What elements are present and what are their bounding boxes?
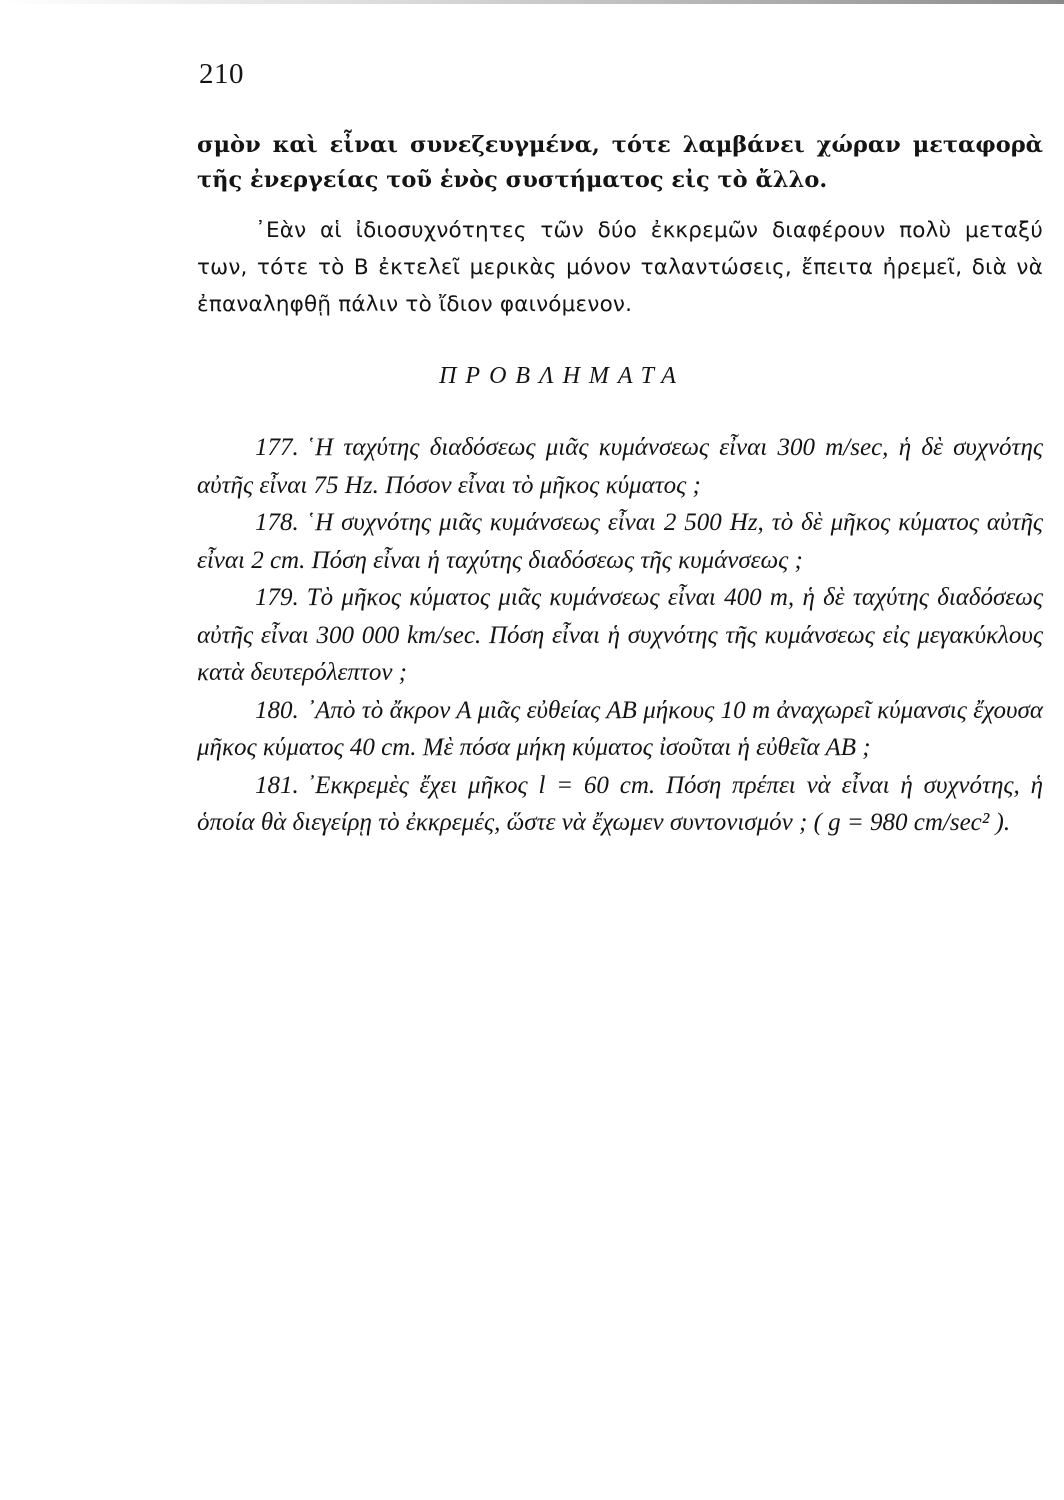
problem-number: 177.: [255, 434, 299, 461]
problem-number: 179.: [255, 584, 299, 611]
problem-item: [197, 692, 1043, 767]
problem-item: [197, 429, 1043, 504]
problem-item: [197, 504, 1043, 579]
section-heading: ΠΡΟΒΛΗΜΑΤΑ: [439, 363, 685, 389]
problem-text: ᾿Εκκρεμὲς ἔχει μῆκος l = 60 cm. Πόση πρέπει νὰ εἶναι ἡ συχνότης, ἡ ὁποία θὰ διεγείρῃ τὸ ἐκκρεμές, ὥστε νὰ ἔχωμεν συντονισμόν ; ( g = 980 cm/sec² ).: [197, 771, 1043, 836]
page-number: 210: [199, 58, 244, 90]
problem-list: [197, 429, 1043, 842]
problem-text: Τὸ μῆκος κύματος μιᾶς κυμάνσεως εἶναι 400 m, ἡ δὲ ταχύτης διαδόσεως αὐτῆς εἶναι 300 000 km/sec. Πόση εἶναι ἡ συχνότης τῆς κυμάνσεως εἰς μεγακύκλους κατὰ δευτερόλεπτον ;: [197, 584, 1043, 686]
body-paragraph: ᾿Εὰν αἱ ἰδιοσυχνότητες τῶν δύο ἐκκρεμῶν διαφέρουν πολὺ μεταξύ των, τότε τὸ Β ἐκτελεῖ μερικὰς μόνον ταλαντώσεις, ἔπειτα ἠρεμεῖ, διὰ νὰ ἐπαναληφθῇ πάλιν τὸ ἴδιον φαινόμενον.: [197, 218, 1043, 317]
problem-text: ῾Η ταχύτης διαδόσεως μιᾶς κυμάνσεως εἶναι 300 m/sec, ἡ δὲ συχνότης αὐτῆς εἶναι 75 Hz. Πόσον εἶναι τὸ μῆκος κύματος ;: [197, 434, 1043, 499]
scan-top-border: [0, 0, 1064, 4]
problem-number: 180.: [255, 696, 299, 724]
problem-number: 181.: [255, 771, 299, 799]
problem-item: [197, 767, 1043, 842]
problem-item: [197, 579, 1043, 692]
problem-text: ῾Η συχνότης μιᾶς κυμάνσεως εἶναι 2 500 Hz, τὸ δὲ μῆκος κύματος αὐτῆς εἶναι 2 cm. Πόση εἶναι ἡ ταχύτης διαδόσεως τῆς κυμάνσεως ;: [197, 509, 1043, 574]
problem-number: 178.: [255, 509, 299, 536]
bold-continuation-paragraph: σμὸν καὶ εἶναι συνεζευγμένα, τότε λαμβάνει χώραν μεταφορὰ τῆς ἐνεργείας τοῦ ἑνὸς συστήματος εἰς τὸ ἄλλο.: [197, 132, 1043, 193]
problem-text: ᾿Απὸ τὸ ἄκρον Α μιᾶς εὐθείας ΑΒ μήκους 10 m ἀναχωρεῖ κύμανσις ἔχουσα μῆκος κύματος 40 cm. Μὲ πόσα μήκη κύματος ἰσοῦται ἡ εὐθεῖα ΑΒ ;: [197, 696, 1043, 761]
